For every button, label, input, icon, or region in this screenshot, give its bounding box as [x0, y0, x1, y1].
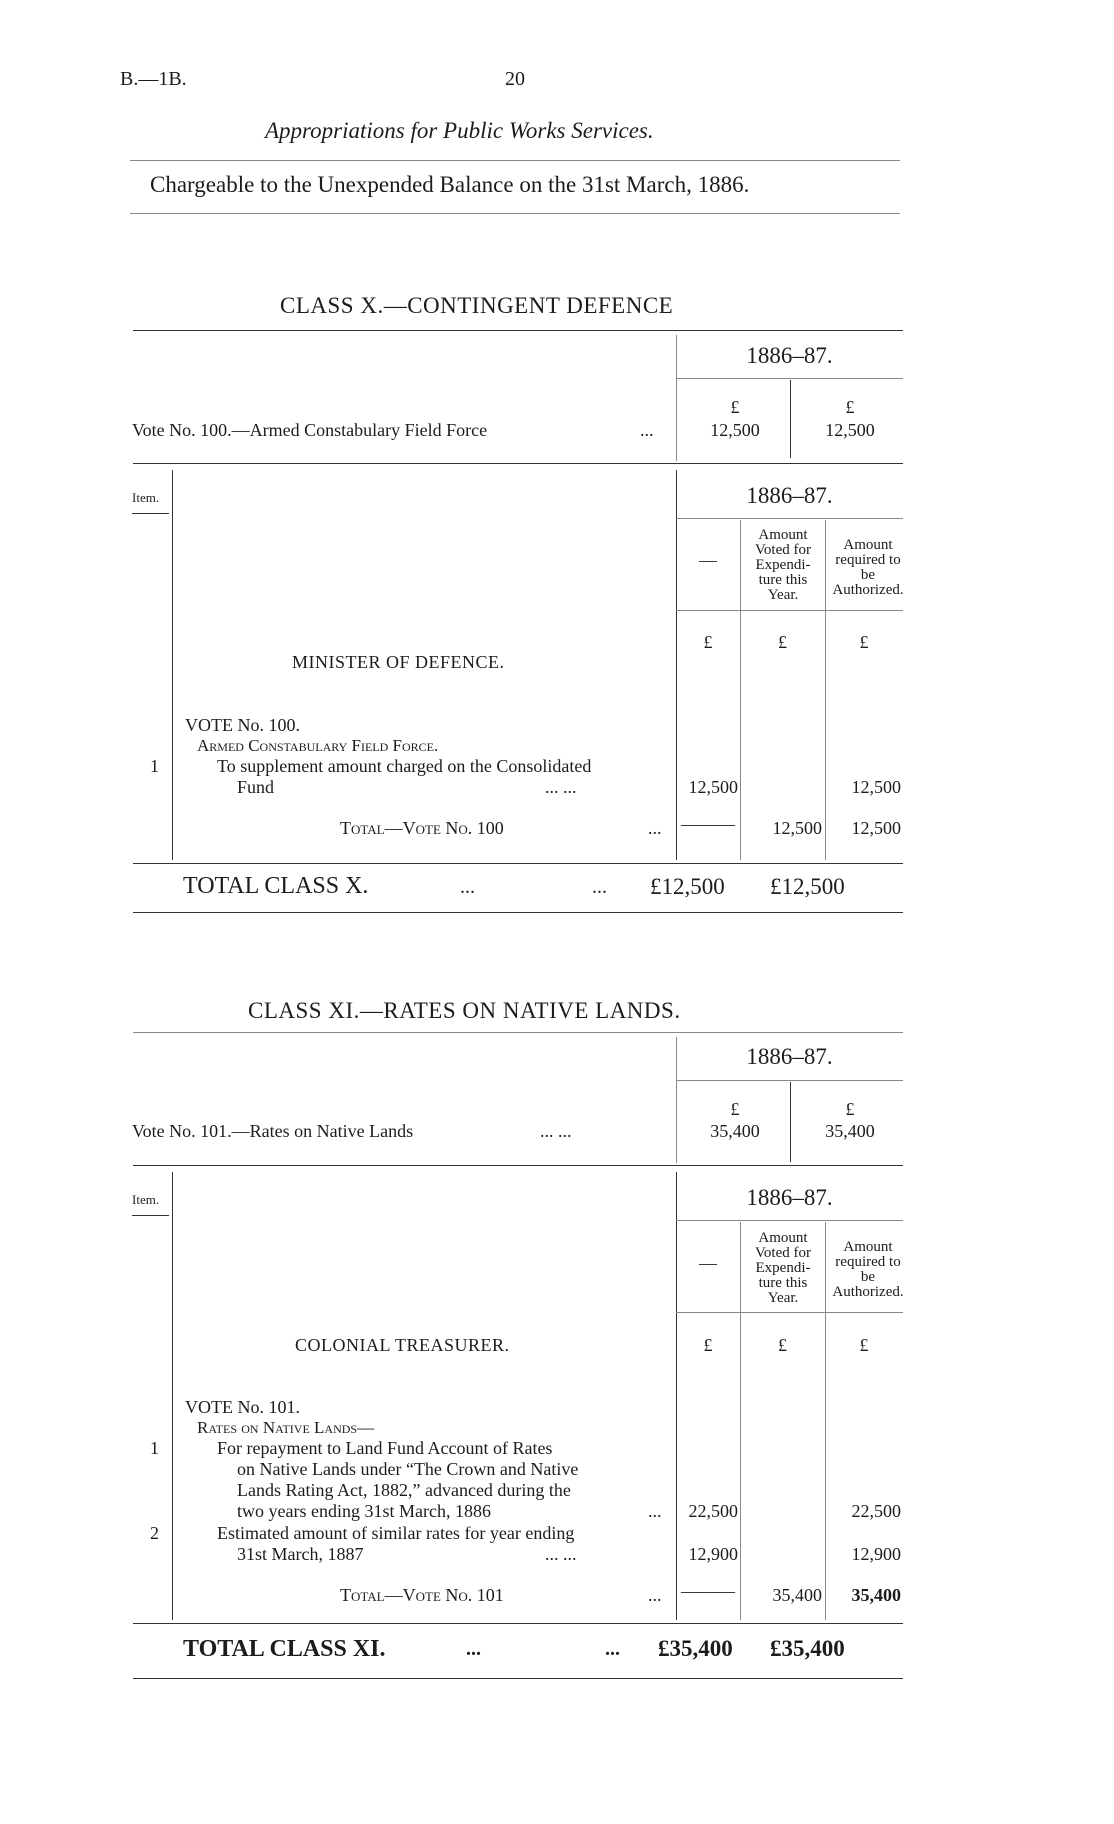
currency-symbol: £ [845, 397, 855, 417]
column-header-voted: Amount Voted for Expendi- ture this Year. [755, 527, 811, 603]
year-heading: 1886–87. [746, 1044, 833, 1069]
divider [676, 378, 903, 379]
column-header-required: Amount required to be Authorized. [832, 1239, 904, 1300]
item-amount: 12,900 [688, 1544, 738, 1564]
currency-symbol: £ [778, 1335, 787, 1355]
currency-symbol: £ [778, 632, 787, 652]
item-column-label: Item. [132, 490, 160, 505]
detail-year-heading: 1886–87. [746, 483, 833, 508]
vote-amount-previous: 12,500 [710, 420, 760, 440]
vote-subtitle: Rates on Native Lands— [197, 1418, 375, 1437]
document-reference: B.—1B. [120, 68, 187, 90]
column-rule [825, 520, 826, 860]
vote-amount-current: 12,500 [825, 420, 875, 440]
divider [130, 213, 900, 214]
currency-symbol: £ [859, 1335, 869, 1355]
leader-dots: ... [605, 1638, 620, 1660]
vote-total-required: 35,400 [851, 1585, 901, 1605]
vote-total-label: Total—Vote No. 100 [340, 818, 504, 838]
vote-title: VOTE No. 100. [185, 715, 300, 735]
leader-dots: ... ... [545, 1544, 577, 1564]
item-description: For repayment to Land Fund Account of Rates [217, 1438, 553, 1458]
column-rule [790, 380, 791, 458]
divider [133, 1032, 903, 1033]
currency-symbol: £ [859, 632, 869, 652]
column-dash: — [699, 1253, 717, 1273]
vote-line: Vote No. 101.—Rates on Native Lands [132, 1121, 414, 1141]
column-dash: — [699, 550, 717, 570]
class-heading: CLASS XI.—RATES ON NATIVE LANDS. [248, 998, 681, 1023]
divider [132, 1215, 169, 1216]
divider [133, 463, 903, 464]
column-rule [740, 520, 741, 860]
leader-dots: ... ... [540, 1121, 572, 1141]
divider [676, 1312, 903, 1313]
page-number: 20 [505, 68, 525, 90]
item-number: 1 [150, 756, 159, 776]
total-dash: ——— [681, 1581, 735, 1601]
divider [133, 912, 903, 913]
column-header-required: Amount required to be Authorized. [832, 537, 904, 598]
class-total-required: £35,400 [770, 1636, 845, 1661]
item-amount-required: 12,500 [851, 777, 901, 797]
item-amount: 22,500 [688, 1501, 738, 1521]
item-description: Fund [237, 777, 275, 797]
vote-line: Vote No. 100.—Armed Constabulary Field Force [132, 420, 488, 440]
leader-dots: ... ... [545, 777, 577, 797]
divider [133, 863, 903, 864]
vote-title: VOTE No. 101. [185, 1397, 300, 1417]
currency-symbol: £ [703, 632, 713, 652]
divider [676, 1220, 903, 1221]
vote-subtitle: Armed Constabulary Field Force. [197, 736, 439, 755]
vote-total-voted: 35,400 [772, 1585, 822, 1605]
leader-dots: ... [648, 1585, 662, 1605]
item-description: Lands Rating Act, 1882,” advanced during the [237, 1480, 571, 1500]
divider [676, 1080, 903, 1081]
item-description: two years ending 31st March, 1886 [237, 1501, 491, 1521]
divider [676, 518, 903, 519]
currency-symbol: £ [730, 1099, 740, 1119]
item-number: 1 [150, 1438, 159, 1458]
column-rule [172, 1172, 173, 1620]
vote-amount-current: 35,400 [825, 1121, 875, 1141]
class-total-label: TOTAL CLASS XI. [183, 1636, 386, 1662]
detail-year-heading: 1886–87. [746, 1185, 833, 1210]
leader-dots: ... [592, 876, 607, 898]
leader-dots: ... [648, 818, 662, 838]
vote-total-label: Total—Vote No. 101 [340, 1585, 504, 1605]
vote-total-voted: 12,500 [772, 818, 822, 838]
minister-heading: COLONIAL TREASURER. [295, 1335, 510, 1355]
column-header-voted: Amount Voted for Expendi- ture this Year. [755, 1230, 811, 1306]
item-description: Estimated amount of similar rates for year ending [217, 1523, 575, 1543]
column-rule [676, 470, 677, 860]
leader-dots: ... [640, 420, 654, 440]
divider [133, 330, 903, 331]
divider [676, 610, 903, 611]
column-rule [790, 1082, 791, 1162]
leader-dots: ... [466, 1638, 481, 1660]
total-dash: ——— [681, 814, 735, 834]
class-heading: CLASS X.—CONTINGENT DEFENCE [280, 293, 674, 318]
class-total-required: £12,500 [770, 874, 845, 899]
currency-symbol: £ [845, 1099, 855, 1119]
divider [133, 1678, 903, 1679]
item-description: 31st March, 1887 [237, 1544, 364, 1564]
item-description: To supplement amount charged on the Consolidated [217, 756, 592, 776]
year-heading: 1886–87. [746, 343, 833, 368]
leader-dots: ... [460, 876, 475, 898]
class-total-label: TOTAL CLASS X. [183, 873, 369, 899]
page-title: Appropriations for Public Works Services. [265, 118, 654, 143]
column-rule [740, 1222, 741, 1620]
class-total-voted: £35,400 [658, 1636, 733, 1661]
item-column-label: Item. [132, 1192, 160, 1207]
vote-amount-previous: 35,400 [710, 1121, 760, 1141]
currency-symbol: £ [730, 397, 740, 417]
vote-total-required: 12,500 [851, 818, 901, 838]
class-total-voted: £12,500 [650, 874, 725, 899]
divider [130, 160, 900, 161]
divider [133, 1165, 903, 1166]
page-subtitle: Chargeable to the Unexpended Balance on the 31st March, 1886. [150, 172, 750, 197]
leader-dots: ... [648, 1501, 662, 1521]
item-amount-required: 12,900 [851, 1544, 901, 1564]
item-amount: 12,500 [688, 777, 738, 797]
item-number: 2 [150, 1523, 159, 1543]
minister-heading: MINISTER OF DEFENCE. [292, 652, 505, 672]
column-rule [172, 470, 173, 860]
divider [133, 1623, 903, 1624]
currency-symbol: £ [703, 1335, 713, 1355]
item-description: on Native Lands under “The Crown and Native [237, 1459, 579, 1479]
divider [132, 513, 169, 514]
item-amount-required: 22,500 [851, 1501, 901, 1521]
